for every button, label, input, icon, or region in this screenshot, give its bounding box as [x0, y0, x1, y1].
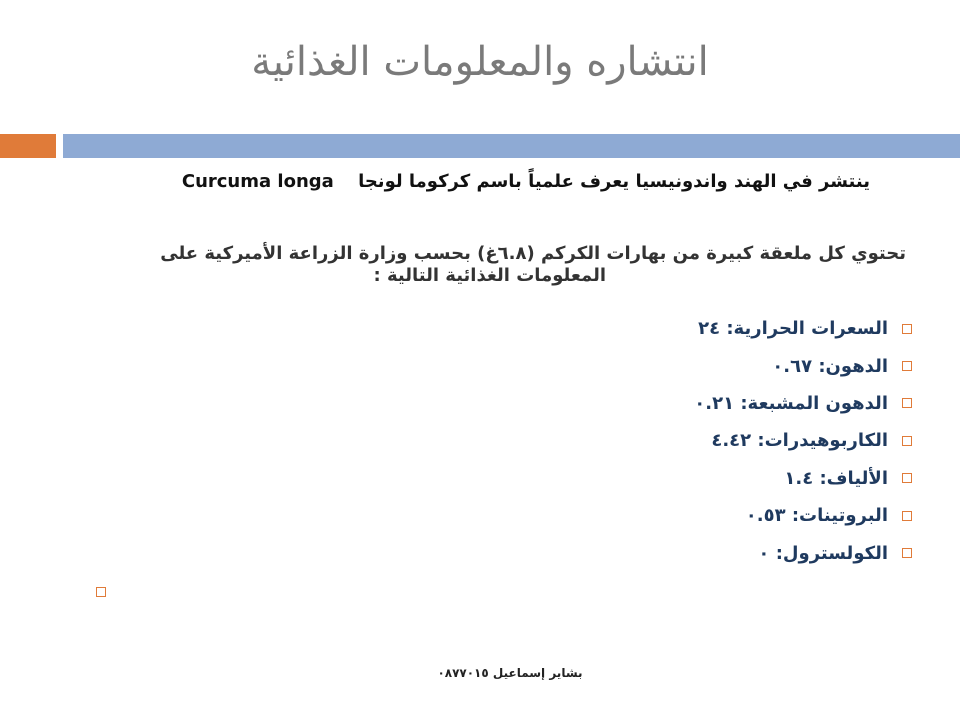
list-item — [292, 422, 912, 459]
slide-footer: بشاير إسماعيل ٠٨٧٧٠١٥ — [437, 666, 583, 680]
square-bullet-icon — [902, 361, 912, 371]
square-bullet-icon — [902, 436, 912, 446]
nutrition-intro-paragraph — [70, 243, 906, 287]
paragraph-line-2: المعلومات الغذائية التالية : — [373, 265, 606, 286]
nutrient-protein: البروتينات: ٠.٥٣ — [745, 505, 888, 527]
list-item — [292, 347, 912, 384]
square-bullet-icon — [902, 511, 912, 521]
nutrient-saturated-fat: الدهون المشبعة: ٠.٢١ — [694, 392, 888, 414]
slide-title: انتشاره والمعلومات الغذائية — [251, 39, 709, 85]
nutrient-carbohydrates: الكاربوهيدرات: ٤.٤٢ — [711, 430, 888, 452]
list-item — [292, 460, 912, 497]
intro-line — [60, 171, 870, 192]
accent-bar-orange — [0, 134, 56, 158]
square-bullet-icon — [902, 398, 912, 408]
intro-text: ينتشر في الهند واندونيسيا يعرف علمياً باسم كركوما لونجا — [358, 171, 870, 192]
list-item — [292, 534, 912, 571]
paragraph-line-1: تحتوي كل ملعقة كبيرة من بهارات الكركم (٦.٨غ) بحسب وزارة الزراعة الأميركية على — [160, 243, 906, 264]
square-bullet-icon — [902, 548, 912, 558]
list-item — [292, 497, 912, 534]
nutrient-fat: الدهون: ٠.٦٧ — [772, 355, 888, 377]
list-item — [292, 310, 912, 347]
square-bullet-icon — [902, 324, 912, 334]
nutrient-list — [292, 310, 912, 572]
empty-bullet-icon — [96, 587, 106, 597]
square-bullet-icon — [902, 473, 912, 483]
nutrient-fiber: الألياف: ١.٤ — [784, 467, 888, 489]
nutrient-calories: السعرات الحرارية: ٢٤ — [698, 318, 888, 340]
list-item — [292, 385, 912, 422]
accent-bar-blue — [63, 134, 960, 158]
nutrient-cholesterol: الكولسترول: ٠ — [758, 542, 888, 564]
scientific-name: Curcuma longa — [181, 171, 334, 192]
